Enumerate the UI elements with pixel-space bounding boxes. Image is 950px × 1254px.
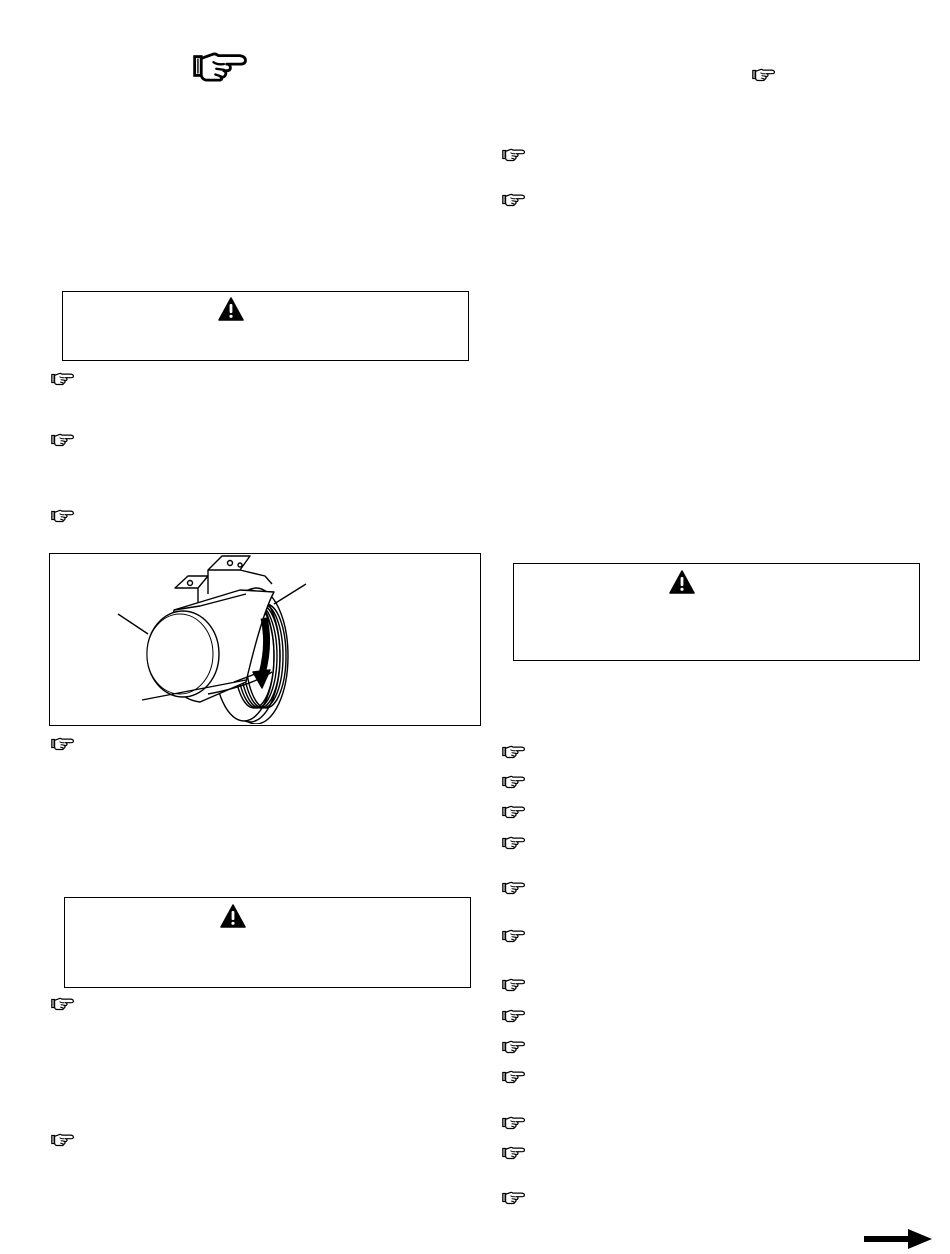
pointing-hand-icon — [502, 1069, 526, 1084]
warning-triangle-icon — [669, 570, 695, 594]
pointing-hand-icon — [502, 835, 526, 850]
pointing-hand-icon — [51, 432, 75, 447]
pointing-hand-icon — [51, 371, 75, 386]
pointing-hand-icon — [502, 192, 526, 207]
pointing-hand-icon — [502, 147, 526, 162]
pointing-hand-icon — [502, 804, 526, 819]
pointing-hand-icon — [502, 774, 526, 789]
pointing-hand-icon — [51, 508, 75, 523]
reel-figure — [49, 553, 481, 726]
pointing-hand-icon — [51, 996, 75, 1011]
pointing-hand-icon — [502, 1039, 526, 1054]
pointing-hand-icon — [502, 1115, 526, 1130]
pointing-hand-icon — [502, 880, 526, 895]
warning-box — [64, 897, 471, 988]
pointing-hand-icon — [502, 1145, 526, 1160]
pointing-hand-icon — [502, 744, 526, 759]
reel-illustration — [50, 554, 479, 724]
pointing-hand-icon — [502, 1008, 526, 1023]
pointing-hand-icon — [51, 736, 75, 751]
pointing-hand-icon — [502, 977, 526, 992]
pointing-hand-icon — [192, 50, 250, 82]
warning-box — [62, 291, 469, 361]
pointing-hand-icon — [51, 1132, 75, 1147]
next-page-arrow-icon[interactable] — [862, 1228, 934, 1250]
pointing-hand-icon — [502, 928, 526, 943]
warning-triangle-icon — [218, 297, 244, 321]
pointing-hand-icon — [752, 67, 776, 82]
warning-box — [513, 563, 920, 661]
warning-triangle-icon — [220, 904, 246, 928]
pointing-hand-icon — [502, 1190, 526, 1205]
